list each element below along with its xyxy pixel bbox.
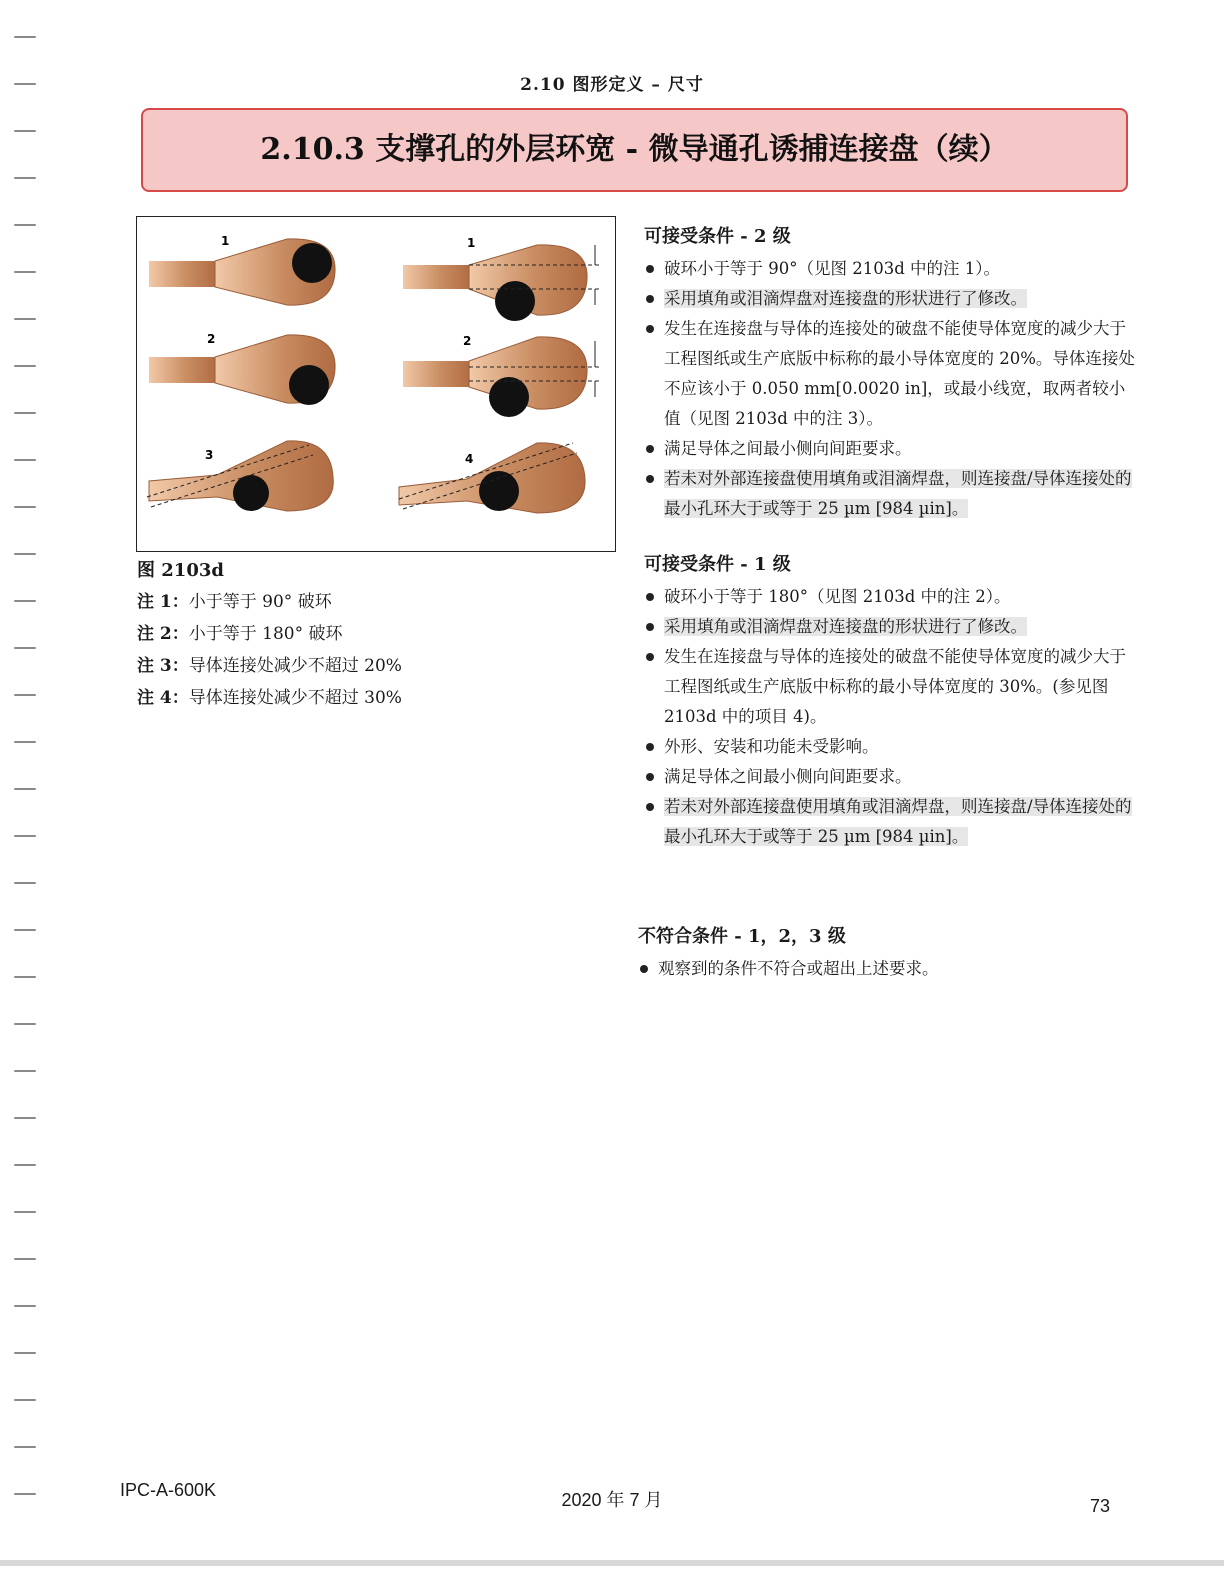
criteria-item <box>640 284 1140 314</box>
class2-heading: 可接受条件 - 2 级 <box>644 226 791 247</box>
criteria-item: 满足导体之间最小侧向间距要求。 <box>640 762 1140 792</box>
figure-2103d <box>136 216 616 552</box>
note-text: 导体连接处减少不超过 20% <box>188 656 402 676</box>
via-hole <box>495 281 535 321</box>
criteria-item <box>640 464 1140 524</box>
binding-mark <box>14 506 36 508</box>
binding-mark <box>14 835 36 837</box>
note-item <box>137 650 402 682</box>
land-diagram-1a <box>149 234 335 305</box>
binding-mark <box>14 788 36 790</box>
binding-mark <box>14 882 36 884</box>
note-label: 注 4： <box>137 688 189 708</box>
binding-mark <box>14 130 36 132</box>
class1-heading: 可接受条件 - 1 级 <box>644 554 791 575</box>
via-hole <box>489 377 529 417</box>
binding-mark <box>14 224 36 226</box>
note-label: 注 3： <box>137 656 189 676</box>
binding-mark <box>14 741 36 743</box>
page-number: 73 <box>1090 1496 1111 1516</box>
binding-mark <box>14 318 36 320</box>
land-diagram-2b <box>403 334 599 417</box>
figure-caption: 图 2103d <box>137 560 224 581</box>
nonconforming-heading: 不符合条件 - 1，2，3 级 <box>638 926 846 947</box>
via-hole <box>479 471 519 511</box>
figure-notes <box>137 586 402 714</box>
binding-mark <box>14 1352 36 1354</box>
binding-mark <box>14 1446 36 1448</box>
class2-section <box>640 222 1140 524</box>
figure-label: 1 <box>221 234 230 248</box>
binding-margin <box>14 0 54 1584</box>
section-header: 2.10 图形定义 – 尺寸 <box>520 75 704 95</box>
class2-list <box>640 254 1140 524</box>
criteria-item: 观察到的条件不符合或超出上述要求。 <box>634 954 1134 984</box>
criteria-item: 破环小于等于 180°（见图 2103d 中的注 2）。 <box>640 582 1140 612</box>
criteria-item: 发生在连接盘与导体的连接处的破盘不能使导体宽度的减少大于工程图纸或生产底版中标称的最小导体宽度的 20%。导体连接处不应该小于 0.050 mm[0.0020 in]，或最小线宽，取两者较小值（见图 2103d 中的注 3）。 <box>640 314 1140 434</box>
binding-mark <box>14 1399 36 1401</box>
note-item <box>137 618 402 650</box>
class1-list <box>640 582 1140 852</box>
binding-mark <box>14 976 36 978</box>
criteria-text: 若未对外部连接盘使用填角或泪滴焊盘，则连接盘/导体连接处的最小孔环大于或等于 25 µm [984 µin]。 <box>664 469 1132 518</box>
criteria-text: 若未对外部连接盘使用填角或泪滴焊盘，则连接盘/导体连接处的最小孔环大于或等于 25 µm [984 µin]。 <box>664 797 1132 846</box>
binding-mark <box>14 459 36 461</box>
nonconforming-list <box>634 954 1134 984</box>
criteria-item: 破环小于等于 90°（见图 2103d 中的注 1）。 <box>640 254 1140 284</box>
figure-label: 3 <box>205 448 214 462</box>
note-label: 注 2： <box>137 624 189 644</box>
binding-mark <box>14 1211 36 1213</box>
note-item <box>137 682 402 714</box>
via-hole <box>292 243 332 283</box>
class1-section <box>640 550 1140 852</box>
criteria-text: 采用填角或泪滴焊盘对连接盘的形状进行了修改。 <box>664 289 1027 308</box>
binding-mark <box>14 1258 36 1260</box>
binding-mark <box>14 177 36 179</box>
criteria-text: 采用填角或泪滴焊盘对连接盘的形状进行了修改。 <box>664 617 1027 636</box>
footer-date: 2020 年 7 月 <box>561 1490 663 1510</box>
note-text: 小于等于 180° 破环 <box>188 624 343 644</box>
binding-mark <box>14 553 36 555</box>
figure-drawing <box>137 217 614 550</box>
binding-mark <box>14 1117 36 1119</box>
via-hole <box>289 365 329 405</box>
land-diagram-3 <box>147 441 333 511</box>
via-hole <box>233 475 269 511</box>
criteria-item: 发生在连接盘与导体的连接处的破盘不能使导体宽度的减少大于工程图纸或生产底版中标称的最小导体宽度的 30%。(参见图 2103d 中的项目 4)。 <box>640 642 1140 732</box>
note-label: 注 1： <box>137 592 189 612</box>
note-text: 导体连接处减少不超过 30% <box>188 688 402 708</box>
figure-label: 2 <box>463 334 472 348</box>
figure-label: 1 <box>467 236 476 250</box>
land-diagram-4 <box>399 443 585 513</box>
binding-mark <box>14 36 36 38</box>
binding-mark <box>14 929 36 931</box>
criteria-item <box>640 612 1140 642</box>
criteria-item: 满足导体之间最小侧向间距要求。 <box>640 434 1140 464</box>
criteria-item: 外形、安装和功能未受影响。 <box>640 732 1140 762</box>
binding-mark <box>14 365 36 367</box>
note-item <box>137 586 402 618</box>
title-banner <box>141 108 1128 192</box>
binding-mark <box>14 694 36 696</box>
page-title: 2.10.3 支撑孔的外层环宽 - 微导通孔诱捕连接盘（续） <box>260 132 1009 167</box>
binding-mark <box>14 1023 36 1025</box>
binding-mark <box>14 412 36 414</box>
binding-mark <box>14 271 36 273</box>
binding-mark <box>14 600 36 602</box>
footer-document-id: IPC-A-600K <box>120 1480 217 1500</box>
page-bottom-edge <box>0 1560 1224 1566</box>
note-text: 小于等于 90° 破环 <box>188 592 332 612</box>
figure-label: 4 <box>465 452 474 466</box>
figure-label: 2 <box>207 332 216 346</box>
binding-mark <box>14 647 36 649</box>
criteria-item <box>640 792 1140 852</box>
land-diagram-1b <box>403 236 599 321</box>
binding-mark <box>14 1070 36 1072</box>
nonconforming-section <box>634 922 1134 984</box>
binding-mark <box>14 1164 36 1166</box>
binding-mark <box>14 1305 36 1307</box>
land-diagram-2a <box>149 332 335 405</box>
